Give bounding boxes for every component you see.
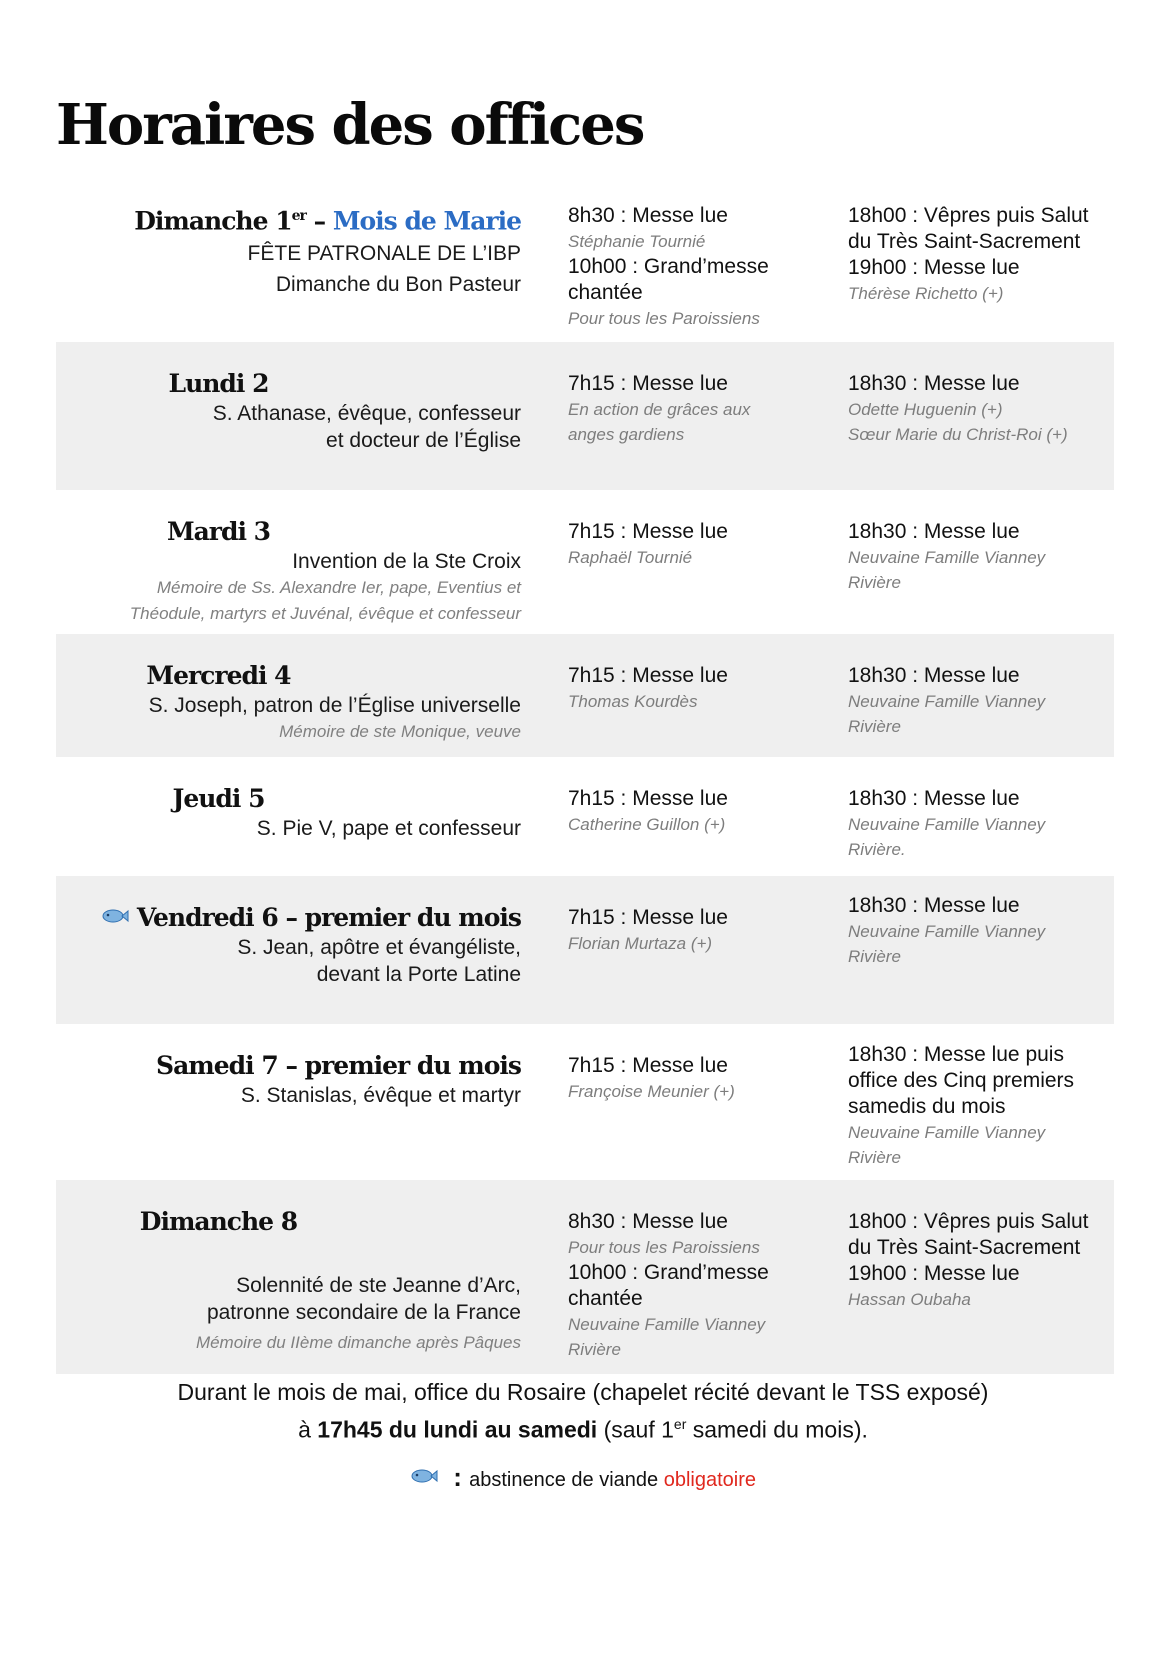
day-title-text: Dimanche 1 xyxy=(134,206,292,236)
mass-intention: Pour tous les Paroissiens xyxy=(568,309,760,328)
mass-time: 7h15 : Messe lue xyxy=(568,520,728,543)
mass-intention: Thérèse Richetto (+) xyxy=(848,284,1004,303)
day-title-text: Vendredi 6 – premier du mois xyxy=(136,903,521,932)
mass-intention: Hassan Oubaha xyxy=(848,1290,971,1309)
mass-time: 18h00 : Vêpres puis Salut du Très Saint-Sacrement xyxy=(848,204,1089,253)
feast-line: Solennité de ste Jeanne d’Arc, xyxy=(236,1274,521,1297)
day-info xyxy=(56,1050,521,1109)
day-row xyxy=(56,1180,1114,1374)
day-title-text: Dimanche 8 xyxy=(139,1207,298,1236)
mass-time: 10h00 : Grand’messe chantée xyxy=(568,1261,769,1310)
day-title-sup: er xyxy=(291,208,306,224)
evening-masses xyxy=(848,1209,1108,1312)
mass-time: 8h30 : Messe lue xyxy=(568,204,728,227)
day-title xyxy=(56,200,521,237)
mass-time: 7h15 : Messe lue xyxy=(568,1054,728,1077)
day-title-sep: – xyxy=(305,206,333,236)
day-title xyxy=(56,902,521,934)
day-title-text: Lundi 2 xyxy=(168,369,269,398)
day-title xyxy=(0,368,451,400)
mass-intention: Florian Murtaza (+) xyxy=(568,934,713,953)
day-row xyxy=(56,757,1114,876)
morning-masses xyxy=(568,371,818,447)
day-info xyxy=(56,368,521,454)
memorial-line: Théodule, martyrs et Juvénal, évêque et confesseur xyxy=(129,604,521,623)
legend-colon: : xyxy=(446,1462,470,1492)
mass-intention: Stéphanie Tournié xyxy=(568,232,706,251)
day-row xyxy=(56,490,1114,634)
mass-intention: Françoise Meunier (+) xyxy=(568,1082,735,1101)
mass-intention: Neuvaine Famille Vianney xyxy=(848,692,1046,711)
morning-masses xyxy=(568,203,818,331)
day-info xyxy=(56,660,521,745)
day-info xyxy=(56,516,521,627)
memorial-line: Mémoire du IIème dimanche après Pâques xyxy=(195,1333,521,1352)
mass-intention: Rivière xyxy=(848,1148,901,1167)
rosary-note-line1: Durant le mois de mai, office du Rosaire (chapelet récité devant le TSS exposé) xyxy=(177,1379,989,1405)
day-info xyxy=(56,1206,521,1356)
mass-time: 18h30 : Messe lue xyxy=(848,664,1020,687)
mass-time: 7h15 : Messe lue xyxy=(568,372,728,395)
morning-masses xyxy=(568,1209,818,1362)
morning-masses xyxy=(568,1053,818,1104)
day-title xyxy=(0,660,451,692)
mass-time: 18h30 : Messe lue xyxy=(848,894,1020,917)
day-title-text: Samedi 7 – premier du mois xyxy=(156,1051,521,1080)
day-title xyxy=(56,1050,567,1082)
mass-intention: Odette Huguenin (+) xyxy=(848,400,1003,419)
mass-intention: En action de grâces aux xyxy=(568,400,751,419)
mass-intention: Neuvaine Famille Vianney xyxy=(848,548,1046,567)
mass-intention: Neuvaine Famille Vianney xyxy=(848,815,1046,834)
morning-masses xyxy=(568,905,818,956)
day-row xyxy=(56,200,1114,340)
day-title-text: Mercredi 4 xyxy=(146,661,291,690)
day-title xyxy=(0,1206,451,1238)
rosary-note xyxy=(0,1376,1166,1446)
feast-line: S. Pie V, pape et confesseur xyxy=(256,817,521,840)
day-info xyxy=(56,783,521,842)
mass-intention: Pour tous les Paroissiens xyxy=(568,1238,760,1257)
day-title xyxy=(0,516,451,548)
feast-line: devant la Porte Latine xyxy=(316,963,521,986)
legend-highlight: obligatoire xyxy=(663,1469,756,1491)
mass-time: 18h30 : Messe lue xyxy=(848,520,1020,543)
mass-time: 18h30 : Messe lue xyxy=(848,372,1020,395)
mass-time: 18h30 : Messe lue xyxy=(848,787,1020,810)
evening-masses xyxy=(848,786,1108,862)
legend xyxy=(0,1462,1166,1493)
day-title-text: Jeudi 5 xyxy=(172,784,265,813)
morning-masses xyxy=(568,519,818,570)
mass-intention: Neuvaine Famille Vianney xyxy=(848,922,1046,941)
mass-intention: Raphaël Tournié xyxy=(568,548,693,567)
mass-intention: Rivière xyxy=(848,947,901,966)
evening-masses xyxy=(848,203,1108,306)
mass-intention: Neuvaine Famille Vianney xyxy=(568,1315,766,1334)
day-row xyxy=(56,876,1114,1024)
mass-intention: Rivière. xyxy=(848,840,906,859)
evening-masses xyxy=(848,893,1108,969)
mass-time: 10h00 : Grand’messe chantée xyxy=(568,255,769,304)
day-row xyxy=(56,1024,1114,1180)
mass-time: 18h30 : Messe lue puis office des Cinq premiers samedis du mois xyxy=(848,1043,1075,1118)
day-info xyxy=(56,200,521,298)
mass-intention: Rivière xyxy=(848,717,901,736)
mass-time: 7h15 : Messe lue xyxy=(568,664,728,687)
feast-line: patronne secondaire de la France xyxy=(206,1301,521,1324)
mass-time: 7h15 : Messe lue xyxy=(568,906,728,929)
mass-intention: Rivière xyxy=(568,1340,621,1359)
mass-intention: Rivière xyxy=(848,573,901,592)
day-title xyxy=(0,783,451,815)
mass-intention: Sœur Marie du Christ-Roi (+) xyxy=(848,425,1068,444)
morning-masses xyxy=(568,663,818,714)
mass-intention: Thomas Kourdès xyxy=(568,692,698,711)
evening-masses xyxy=(848,519,1108,595)
memorial-line: Mémoire de ste Monique, veuve xyxy=(279,722,521,741)
evening-masses xyxy=(848,371,1108,447)
feast-line: et docteur de l’Église xyxy=(326,429,521,452)
feast-line: Dimanche du Bon Pasteur xyxy=(275,273,521,297)
mass-time: 7h15 : Messe lue xyxy=(568,787,728,810)
mass-intention: Neuvaine Famille Vianney xyxy=(848,1123,1046,1142)
day-row xyxy=(56,634,1114,757)
page-title: Horaires des offices xyxy=(56,92,644,158)
mass-intention: anges gardiens xyxy=(568,425,685,444)
mass-time: 18h00 : Vêpres puis Salut du Très Saint-Sacrement xyxy=(848,1210,1089,1259)
evening-masses xyxy=(848,663,1108,739)
day-row xyxy=(56,342,1114,490)
day-title-text: Mardi 3 xyxy=(166,517,271,546)
feast-line: Invention de la Ste Croix xyxy=(292,550,521,573)
feast-line: S. Stanislas, évêque et martyr xyxy=(240,1084,521,1107)
rosary-note-line2: à 17h45 du lundi au samedi (sauf 1er samedi du mois). xyxy=(298,1416,868,1443)
feast-line: S. Joseph, patron de l’Église universelle xyxy=(148,694,521,717)
feast-label: FÊTE PATRONALE DE L’IBP xyxy=(247,242,521,266)
feast-line: S. Jean, apôtre et évangéliste, xyxy=(237,936,521,959)
day-info xyxy=(56,902,521,988)
feast-line: S. Athanase, évêque, confesseur xyxy=(212,402,521,425)
legend-text: abstinence de viande xyxy=(469,1469,664,1491)
mass-time: 8h30 : Messe lue xyxy=(568,1210,728,1233)
memorial-line: Mémoire de Ss. Alexandre Ier, pape, Eventius et xyxy=(156,578,521,597)
evening-masses xyxy=(848,1042,1108,1170)
fish-icon xyxy=(101,908,129,924)
season-label: Mois de Marie xyxy=(332,206,521,236)
mass-intention: Catherine Guillon (+) xyxy=(568,815,726,834)
mass-time: 19h00 : Messe lue xyxy=(848,256,1020,279)
fish-icon xyxy=(410,1468,438,1484)
mass-time: 19h00 : Messe lue xyxy=(848,1262,1020,1285)
morning-masses xyxy=(568,786,818,837)
